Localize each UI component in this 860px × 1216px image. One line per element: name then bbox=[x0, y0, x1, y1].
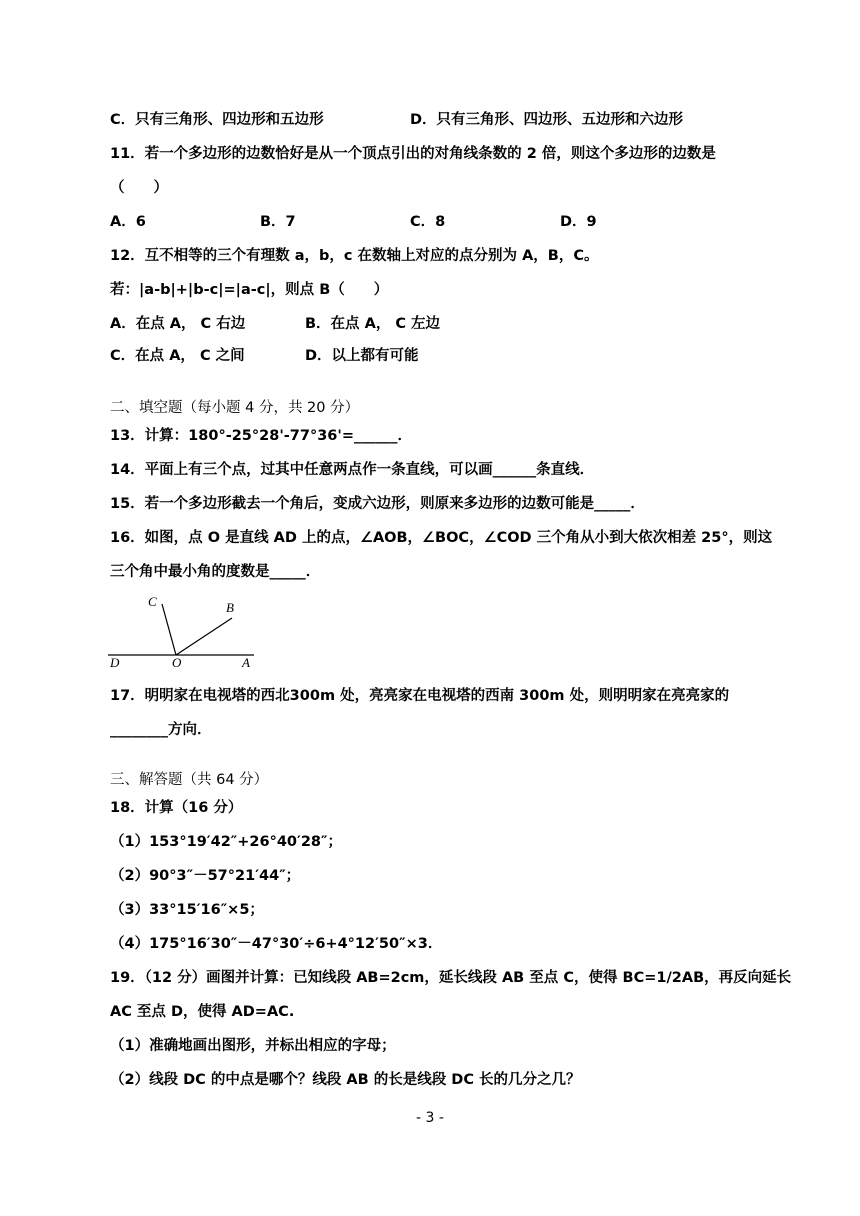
label-c: C bbox=[148, 594, 157, 609]
q11-option-b: B．7 bbox=[260, 214, 296, 230]
q12-stem-line2: 若：|a-b|+|b-c|=|a-c|，则点 B（ ） bbox=[110, 282, 389, 298]
q12-option-a: A．在点 A， C 右边 bbox=[110, 316, 246, 332]
q18-item-3: （3）33°15′16″×5； bbox=[110, 902, 264, 918]
q14: 14．平面上有三个点，过其中任意两点作一条直线，可以画______条直线． bbox=[110, 462, 595, 478]
q11-stem-line1: 11．若一个多边形的边数恰好是从一个顶点引出的对角线条数的 2 倍，则这个多边形的边数是 bbox=[110, 146, 716, 162]
q11-option-d: D．9 bbox=[560, 214, 597, 230]
q12-option-c: C．在点 A， C 之间 bbox=[110, 348, 245, 364]
q11-option-c: C．8 bbox=[410, 214, 446, 230]
q16-line2: 三个角中最小角的度数是_____． bbox=[110, 564, 321, 580]
q10-option-c: C．只有三角形、四边形和五边形 bbox=[110, 112, 324, 128]
label-a: A bbox=[242, 655, 250, 668]
q15: 15．若一个多边形截去一个角后，变成六边形，则原来多边形的边数可能是_____． bbox=[110, 496, 645, 512]
q13: 13．计算：180°-25°28'-77°36'=______． bbox=[110, 428, 412, 444]
label-d: D bbox=[110, 655, 120, 668]
q18-item-1: （1）153°19′42″+26°40′28″； bbox=[110, 834, 342, 850]
angle-figure bbox=[108, 592, 258, 668]
q19-line2: AC 至点 D，使得 AD=AC. bbox=[110, 1004, 295, 1020]
q12-option-d: D．以上都有可能 bbox=[305, 348, 419, 364]
q18-stem: 18．计算（16 分） bbox=[110, 800, 243, 816]
ray-oc bbox=[162, 604, 176, 655]
section2-title: 二、填空题（每小题 4 分，共 20 分） bbox=[110, 400, 360, 416]
q11-stem-line2: （ ） bbox=[110, 180, 168, 196]
q11-option-a: A．6 bbox=[110, 214, 146, 230]
q19-item-1: （1）准确地画出图形，并标出相应的字母； bbox=[110, 1038, 396, 1054]
q17-line1: 17．明明家在电视塔的西北300m 处，亮亮家在电视塔的西南 300m 处，则明明家在亮亮家的 bbox=[110, 688, 730, 704]
q10-option-d: D．只有三角形、四边形、五边形和六边形 bbox=[410, 112, 684, 128]
q18-item-2: （2）90°3″－57°21′44″； bbox=[110, 868, 301, 884]
q17-line2: ________方向． bbox=[110, 722, 212, 738]
q12-option-b: B．在点 A， C 左边 bbox=[305, 316, 441, 332]
q12-stem-line1: 12．互不相等的三个有理数 a，b，c 在数轴上对应的点分别为 A，B，C。 bbox=[110, 248, 599, 264]
section3-title: 三、解答题（共 64 分） bbox=[110, 772, 269, 788]
label-o: O bbox=[172, 655, 182, 668]
ray-ob bbox=[176, 618, 232, 655]
q19-line1: 19．（12 分）画图并计算：已知线段 AB=2cm，延长线段 AB 至点 C，使得 BC=1/2AB，再反向延长 bbox=[110, 970, 792, 986]
q18-item-4: （4）175°16′30″－47°30′÷6+4°12′50″×3． bbox=[110, 936, 443, 952]
label-b: B bbox=[226, 600, 234, 615]
page-number: - 3 - bbox=[416, 1110, 444, 1126]
q19-item-2: （2）线段 DC 的中点是哪个？线段 AB 的长是线段 DC 长的几分之几？ bbox=[110, 1072, 581, 1088]
q16-line1: 16．如图，点 O 是直线 AD 上的点，∠AOB，∠BOC，∠COD 三个角从小到大依次相差 25°，则这 bbox=[110, 530, 773, 546]
